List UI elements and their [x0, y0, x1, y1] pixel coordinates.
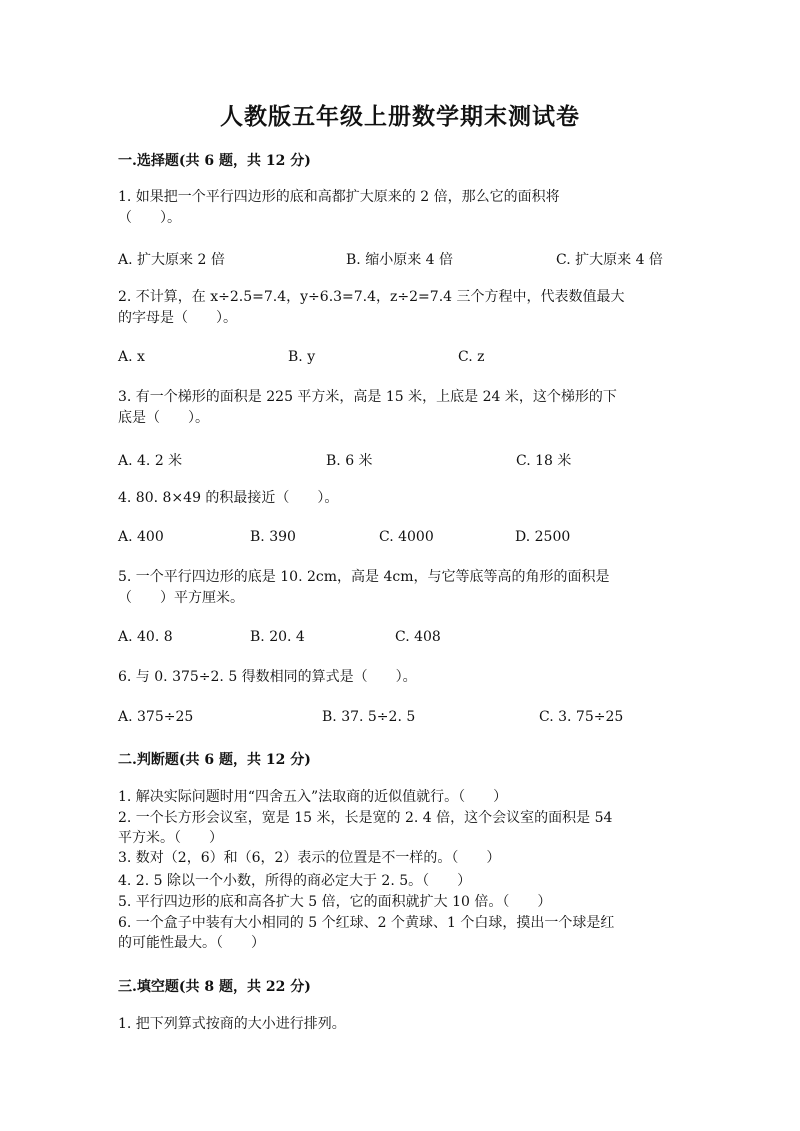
option-c: C. 扩大原来 4 倍 [556, 252, 663, 268]
option-a: A. 400 [118, 529, 164, 545]
judgement-line: 3. 数对（2，6）和（6，2）表示的位置是不一样的。（ ） [118, 850, 501, 866]
option-b: B. 390 [250, 529, 296, 545]
question-line: 3. 有一个梯形的面积是 225 平方米，高是 15 米，上底是 24 米，这个梯形的下 [118, 389, 617, 405]
judgement-line: 的可能性最大。（ ） [118, 935, 265, 951]
option-c: C. 4000 [379, 529, 434, 545]
option-a: A. 40. 8 [118, 629, 173, 645]
judgement-line: 平方米。（ ） [118, 830, 223, 846]
option-b: B. 37. 5÷2. 5 [322, 709, 416, 725]
question-3 [118, 387, 678, 429]
question-5 [118, 567, 678, 609]
option-c: C. 18 米 [516, 453, 572, 469]
question-line: 5. 一个平行四边形的底是 10. 2cm，高是 4cm，与它等底等高的角形的面积是 [118, 569, 610, 585]
question-line: （ ）。 [118, 210, 181, 226]
question-line: 4. 80. 8×49 的积最接近（ ）。 [118, 490, 339, 506]
question-line: 1. 把下列算式按商的大小进行排列。 [118, 1016, 346, 1032]
option-a: A. 375÷25 [118, 709, 194, 725]
question-line: 1. 如果把一个平行四边形的底和高都扩大原来的 2 倍，那么它的面积将 [118, 189, 560, 205]
option-b: B. 6 米 [326, 453, 373, 469]
question-6 [118, 667, 678, 688]
question-line: 底是（ ）。 [118, 410, 209, 426]
question-4 [118, 488, 678, 509]
option-b: B. 缩小原来 4 倍 [346, 252, 453, 268]
judgement-line: 6. 一个盒子中装有大小相同的 5 个红球、2 个黄球、1 个白球，摸出一个球是红 [118, 915, 615, 931]
section-heading-judgement: 二.判断题(共 6 题，共 12 分) [118, 752, 311, 768]
question-line: 2. 不计算，在 x÷2.5=7.4，y÷6.3=7.4，z÷2=7.4 三个方程中，代表数值最大 [118, 289, 625, 305]
fill-question-1 [118, 1014, 678, 1035]
option-b: B. y [288, 349, 316, 365]
option-c: C. 3. 75÷25 [539, 709, 624, 725]
judgement-line: 2. 一个长方形会议室，宽是 15 米，长是宽的 2. 4 倍，这个会议室的面积是 54 [118, 810, 613, 826]
section-heading-fill-blank: 三.填空题(共 8 题，共 22 分) [118, 979, 311, 995]
question-line: 的字母是（ ）。 [118, 310, 237, 326]
question-1 [118, 187, 678, 229]
option-a: A. x [118, 349, 145, 365]
judgement-line: 5. 平行四边形的底和高各扩大 5 倍，它的面积就扩大 10 倍。（ ） [118, 894, 552, 910]
option-c: C. z [458, 349, 485, 365]
option-a: A. 扩大原来 2 倍 [118, 252, 225, 268]
question-line: （ ）平方厘米。 [118, 590, 244, 606]
question-line: 6. 与 0. 375÷2. 5 得数相同的算式是（ ）。 [118, 669, 417, 685]
judgement-line: 1. 解决实际问题时用“四舍五入”法取商的近似值就行。（ ） [118, 789, 508, 805]
option-a: A. 4. 2 米 [118, 453, 183, 469]
exam-title: 人教版五年级上册数学期末测试卷 [220, 103, 580, 130]
option-b: B. 20. 4 [250, 629, 305, 645]
option-d: D. 2500 [515, 529, 571, 545]
option-c: C. 408 [395, 629, 441, 645]
judgement-line: 4. 2. 5 除以一个小数，所得的商必定大于 2. 5。（ ） [118, 873, 472, 889]
section-heading-choice: 一.选择题(共 6 题，共 12 分) [118, 153, 311, 169]
question-2 [118, 287, 678, 329]
